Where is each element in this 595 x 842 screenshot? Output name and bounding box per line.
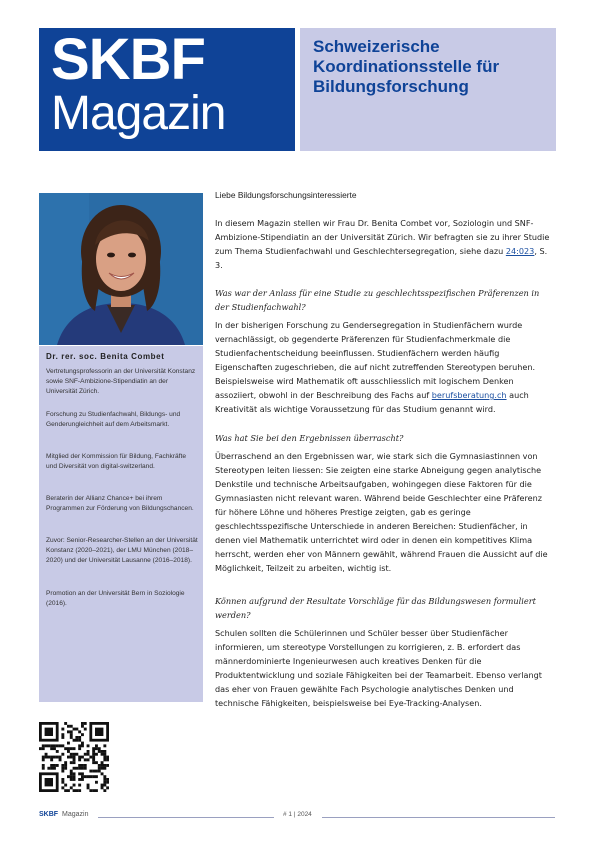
qr-code-graphic[interactable] — [39, 722, 109, 792]
footer-magazin: Magazin — [62, 811, 89, 818]
institution-name: Schweizerische Koordinationsstelle für Bildungsforschung — [313, 37, 500, 96]
answer-1-text: In der bisherigen Forschung zu Gendersegregation in Studienfächern wurde vernachlässigt, ob gegenderte Präferenzen für Studienfachmerkmale die Studienfachentscheidung beeinflussen. Studienfächern werden häufig Eigenschaften zugeschrieben, die auf nicht zutreffenden Stereotypen beruhen. Beispielsweise wird Mathematik oft ausschliesslich mit logischem Denken assoziiert, obwohl in der Beschreibung des Fachs auf — [215, 320, 536, 400]
bio-paragraph: Zuvor: Senior-Researcher-Stellen an der Universität Konstanz (2020–2021), der LMU München (2018–2020) und der Universität Lausanne (2016–2018). — [46, 537, 198, 564]
bio-sidebar — [39, 346, 203, 702]
footer-rule-right — [322, 817, 555, 818]
logo-magazin-text: Magazin — [51, 87, 226, 140]
qr-code[interactable] — [39, 722, 109, 792]
answer-1 — [215, 318, 555, 416]
bio-paragraph: Promotion an der Universität Bern in Soziologie (2016). — [46, 590, 185, 607]
berufsberatung-link[interactable]: berufsberatung.ch — [431, 390, 507, 400]
question-2: Was hat Sie bei den Ergebnissen überrascht? — [215, 433, 404, 443]
bio-paragraph: Vertretungsprofessorin an der Universität Konstanz sowie SNF-Ambizione-Stipendiatin an der Universität Zürich. — [46, 368, 196, 395]
intro-text-end: , S. 3. — [215, 246, 548, 270]
bio-paragraph: Mitglied der Kommission für Bildung, Fachkräfte und Diversität von digital-switzerland. — [46, 453, 186, 470]
bio-paragraph: Beraterin der Allianz Chance+ bei ihrem Programmen zur Förderung von Bildungschancen. — [46, 495, 194, 512]
footer-rule-left — [98, 817, 274, 818]
bio-name: Dr. rer. soc. Benita Combet — [46, 352, 165, 361]
answer-2: Überraschend an den Ergebnissen war, wie stark sich die Gymnasiastinnen von Stereotypen leiten liessen: Sie zeigten eine starke Abneigung gegen analytische Denkstile und technische Arbeitsaufgaben, wohingegen diese Faktoren für die Gymnasiasten nicht relevant waren. Während beide Geschlechter eine Präferenz für höhere Löhne und höheres Prestige zeigten, gab es geringe geschlechtsspezifische Unterschiede in anderen Bereichen: Studienfächer, in denen viel Mathematik unterrichtet wird oder in denen ein kompetitives Klima herrscht, werden eher von Männern gewählt, während Frauen die Aussicht auf die Möglichkeit, Teilzeit zu arbeiten, wichtig ist. — [215, 451, 548, 573]
intro-text: In diesem Magazin stellen wir Frau Dr. Benita Combet vor, Soziologin und SNF-Ambizione-Stipendiatin an der Universität Zürich. Wir befragten sie zu ihrer Studie zum Thema Studienfachwahl und Geschlechtersegregation, siehe dazu — [215, 218, 550, 256]
portrait-illustration — [39, 193, 203, 345]
footer-brand: SKBF — [39, 811, 59, 818]
portrait-photo — [39, 193, 203, 345]
question-3: Können aufgrund der Resultate Vorschläge für das Bildungswesen formuliert werden? — [215, 596, 536, 620]
answer-3: Schulen sollten die Schülerinnen und Schüler besser über Studienfächer informieren, um stereotype Vorstellungen zu korrigieren, z. B. erfordert das männerdominierte Ingenieurwesen auch kreatives Denken für die Produktentwicklung und soziale Fähigkeiten bei der Teamarbeit. Ebenso verlangt das eher von Frauen gewählte Fach Psychologie analytisches Denken und technische Fähigkeiten, beispielsweise bei Eye-Tracking-Analysen. — [215, 628, 542, 708]
bio-paragraph: Forschung zu Studienfachwahl, Bildungs- und Genderungleichheit auf dem Arbeitsmarkt. — [46, 411, 181, 428]
logo-skbf-text: SKBF — [51, 27, 205, 92]
intro-link[interactable]: 24:023 — [505, 246, 535, 256]
question-1: Was war der Anlass für eine Studie zu geschlechtsspezifischen Präferenzen in der Studienfachwahl? — [215, 288, 540, 312]
greeting: Liebe Bildungsforschungsinteressierte — [215, 190, 357, 200]
answer-1-text-end: auch Kreativität als wichtige Voraussetzung für das Studium genannt wird. — [215, 390, 529, 414]
footer-issue: # 1 | 2024 — [283, 811, 312, 818]
intro-paragraph — [215, 216, 555, 272]
